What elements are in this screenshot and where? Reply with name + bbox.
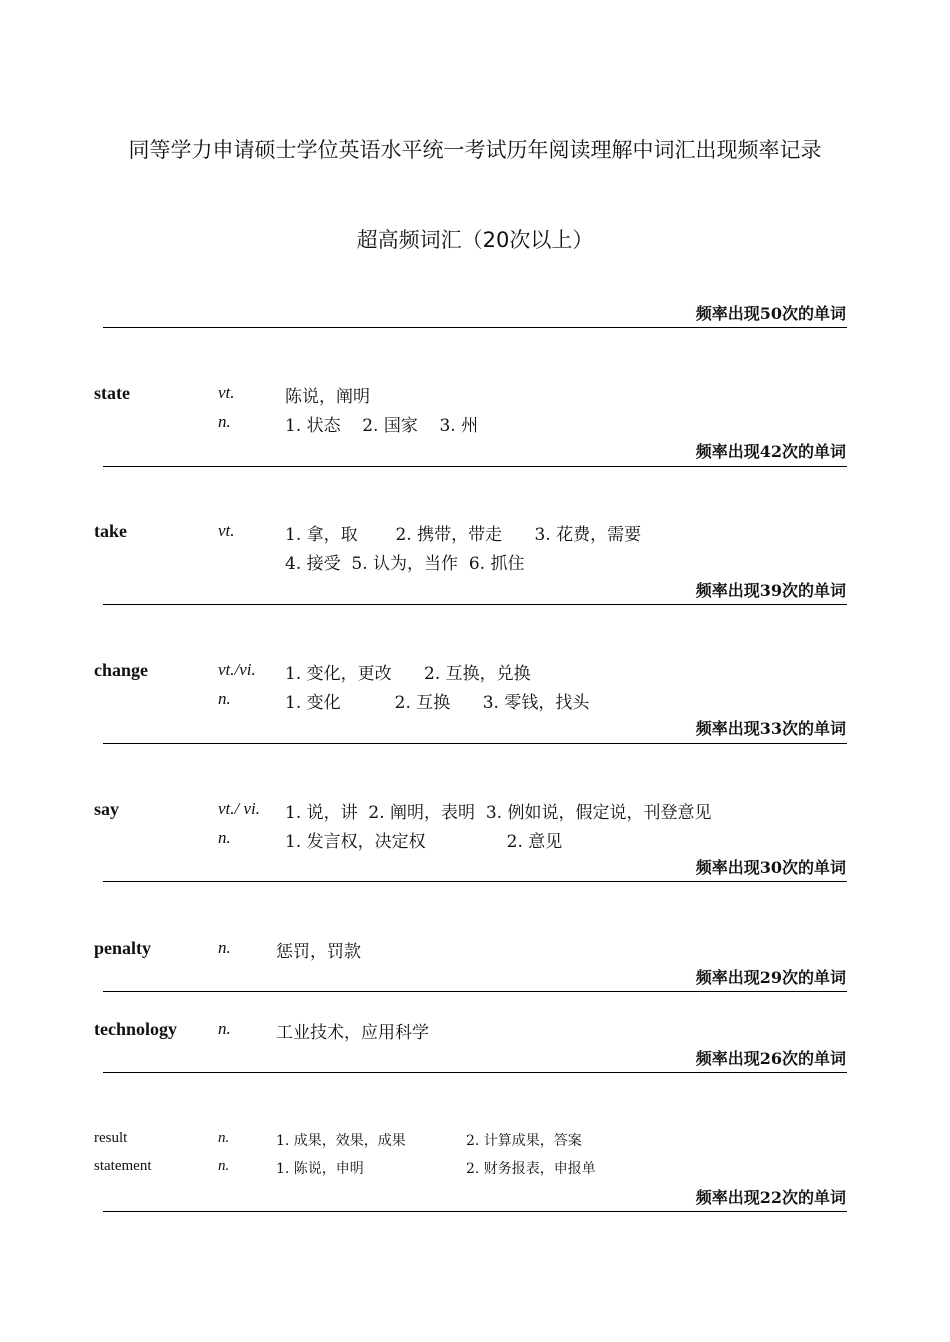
entry-word-take: take	[94, 521, 127, 541]
part-of-speech: n.	[218, 689, 231, 708]
frequency-header: 频率出现39次的单词	[695, 581, 846, 600]
divider	[103, 881, 847, 882]
part-of-speech: vt.	[218, 521, 235, 540]
divider	[103, 604, 847, 605]
definition: 惩罚，罚款	[276, 942, 361, 962]
divider	[103, 327, 847, 328]
entry-word-statement: statement	[94, 1158, 152, 1174]
entry-word-technology: technology	[94, 1019, 177, 1039]
definition: 工业技术，应用科学	[276, 1023, 429, 1043]
entry-word-say: say	[94, 799, 120, 819]
frequency-header: 频率出现30次的单词	[695, 858, 846, 877]
definition: 1. 拿，取 2. 携带，带走 3. 花费，需要	[285, 525, 642, 545]
frequency-header: 频率出现22次的单词	[695, 1188, 846, 1207]
frequency-header: 频率出现26次的单词	[695, 1049, 846, 1068]
definition: 1. 成果，效果，成果	[276, 1133, 406, 1149]
entry-word-result: result	[94, 1130, 128, 1146]
part-of-speech: n.	[218, 1019, 231, 1038]
divider	[103, 466, 847, 467]
definition: 1. 发言权，决定权 2. 意见	[285, 832, 563, 852]
definition: 1. 变化 2. 互换 3. 零钱，找头	[285, 693, 590, 713]
frequency-header: 频率出现42次的单词	[695, 442, 846, 461]
part-of-speech: n.	[218, 412, 231, 431]
definition: 陈说，阐明	[285, 387, 370, 407]
frequency-header: 频率出现50次的单词	[695, 304, 846, 323]
entry-word-penalty: penalty	[94, 938, 152, 958]
part-of-speech: n.	[218, 828, 231, 847]
part-of-speech: vt.	[218, 383, 235, 402]
document-subtitle: 超高频词汇（20次以上）	[356, 228, 594, 252]
divider	[103, 1211, 847, 1212]
definition: 1. 陈说，申明	[276, 1161, 364, 1177]
part-of-speech: n.	[218, 1158, 230, 1174]
divider	[103, 1072, 847, 1073]
definition: 2. 财务报表，申报单	[466, 1161, 596, 1177]
definition: 4. 接受 5. 认为，当作 6. 抓住	[285, 554, 525, 574]
entry-word-change: change	[94, 660, 148, 680]
part-of-speech: n.	[218, 1130, 230, 1146]
entry-word-state: state	[94, 383, 130, 403]
part-of-speech: n.	[218, 938, 231, 957]
definition: 2. 计算成果，答案	[466, 1133, 582, 1149]
divider	[103, 743, 847, 744]
part-of-speech: vt./vi.	[218, 660, 256, 679]
definition: 1. 状态 2. 国家 3. 州	[285, 416, 479, 436]
divider	[103, 991, 847, 992]
definition: 1. 变化，更改 2. 互换，兑换	[285, 664, 531, 684]
document-title: 同等学力申请硕士学位英语水平统一考试历年阅读理解中词汇出现频率记录	[128, 138, 822, 162]
definition: 1. 说，讲 2. 阐明，表明 3. 例如说，假定说，刊登意见	[285, 803, 712, 823]
part-of-speech: vt./ vi.	[218, 799, 261, 818]
frequency-header: 频率出现33次的单词	[695, 719, 846, 738]
frequency-header: 频率出现29次的单词	[695, 968, 846, 987]
